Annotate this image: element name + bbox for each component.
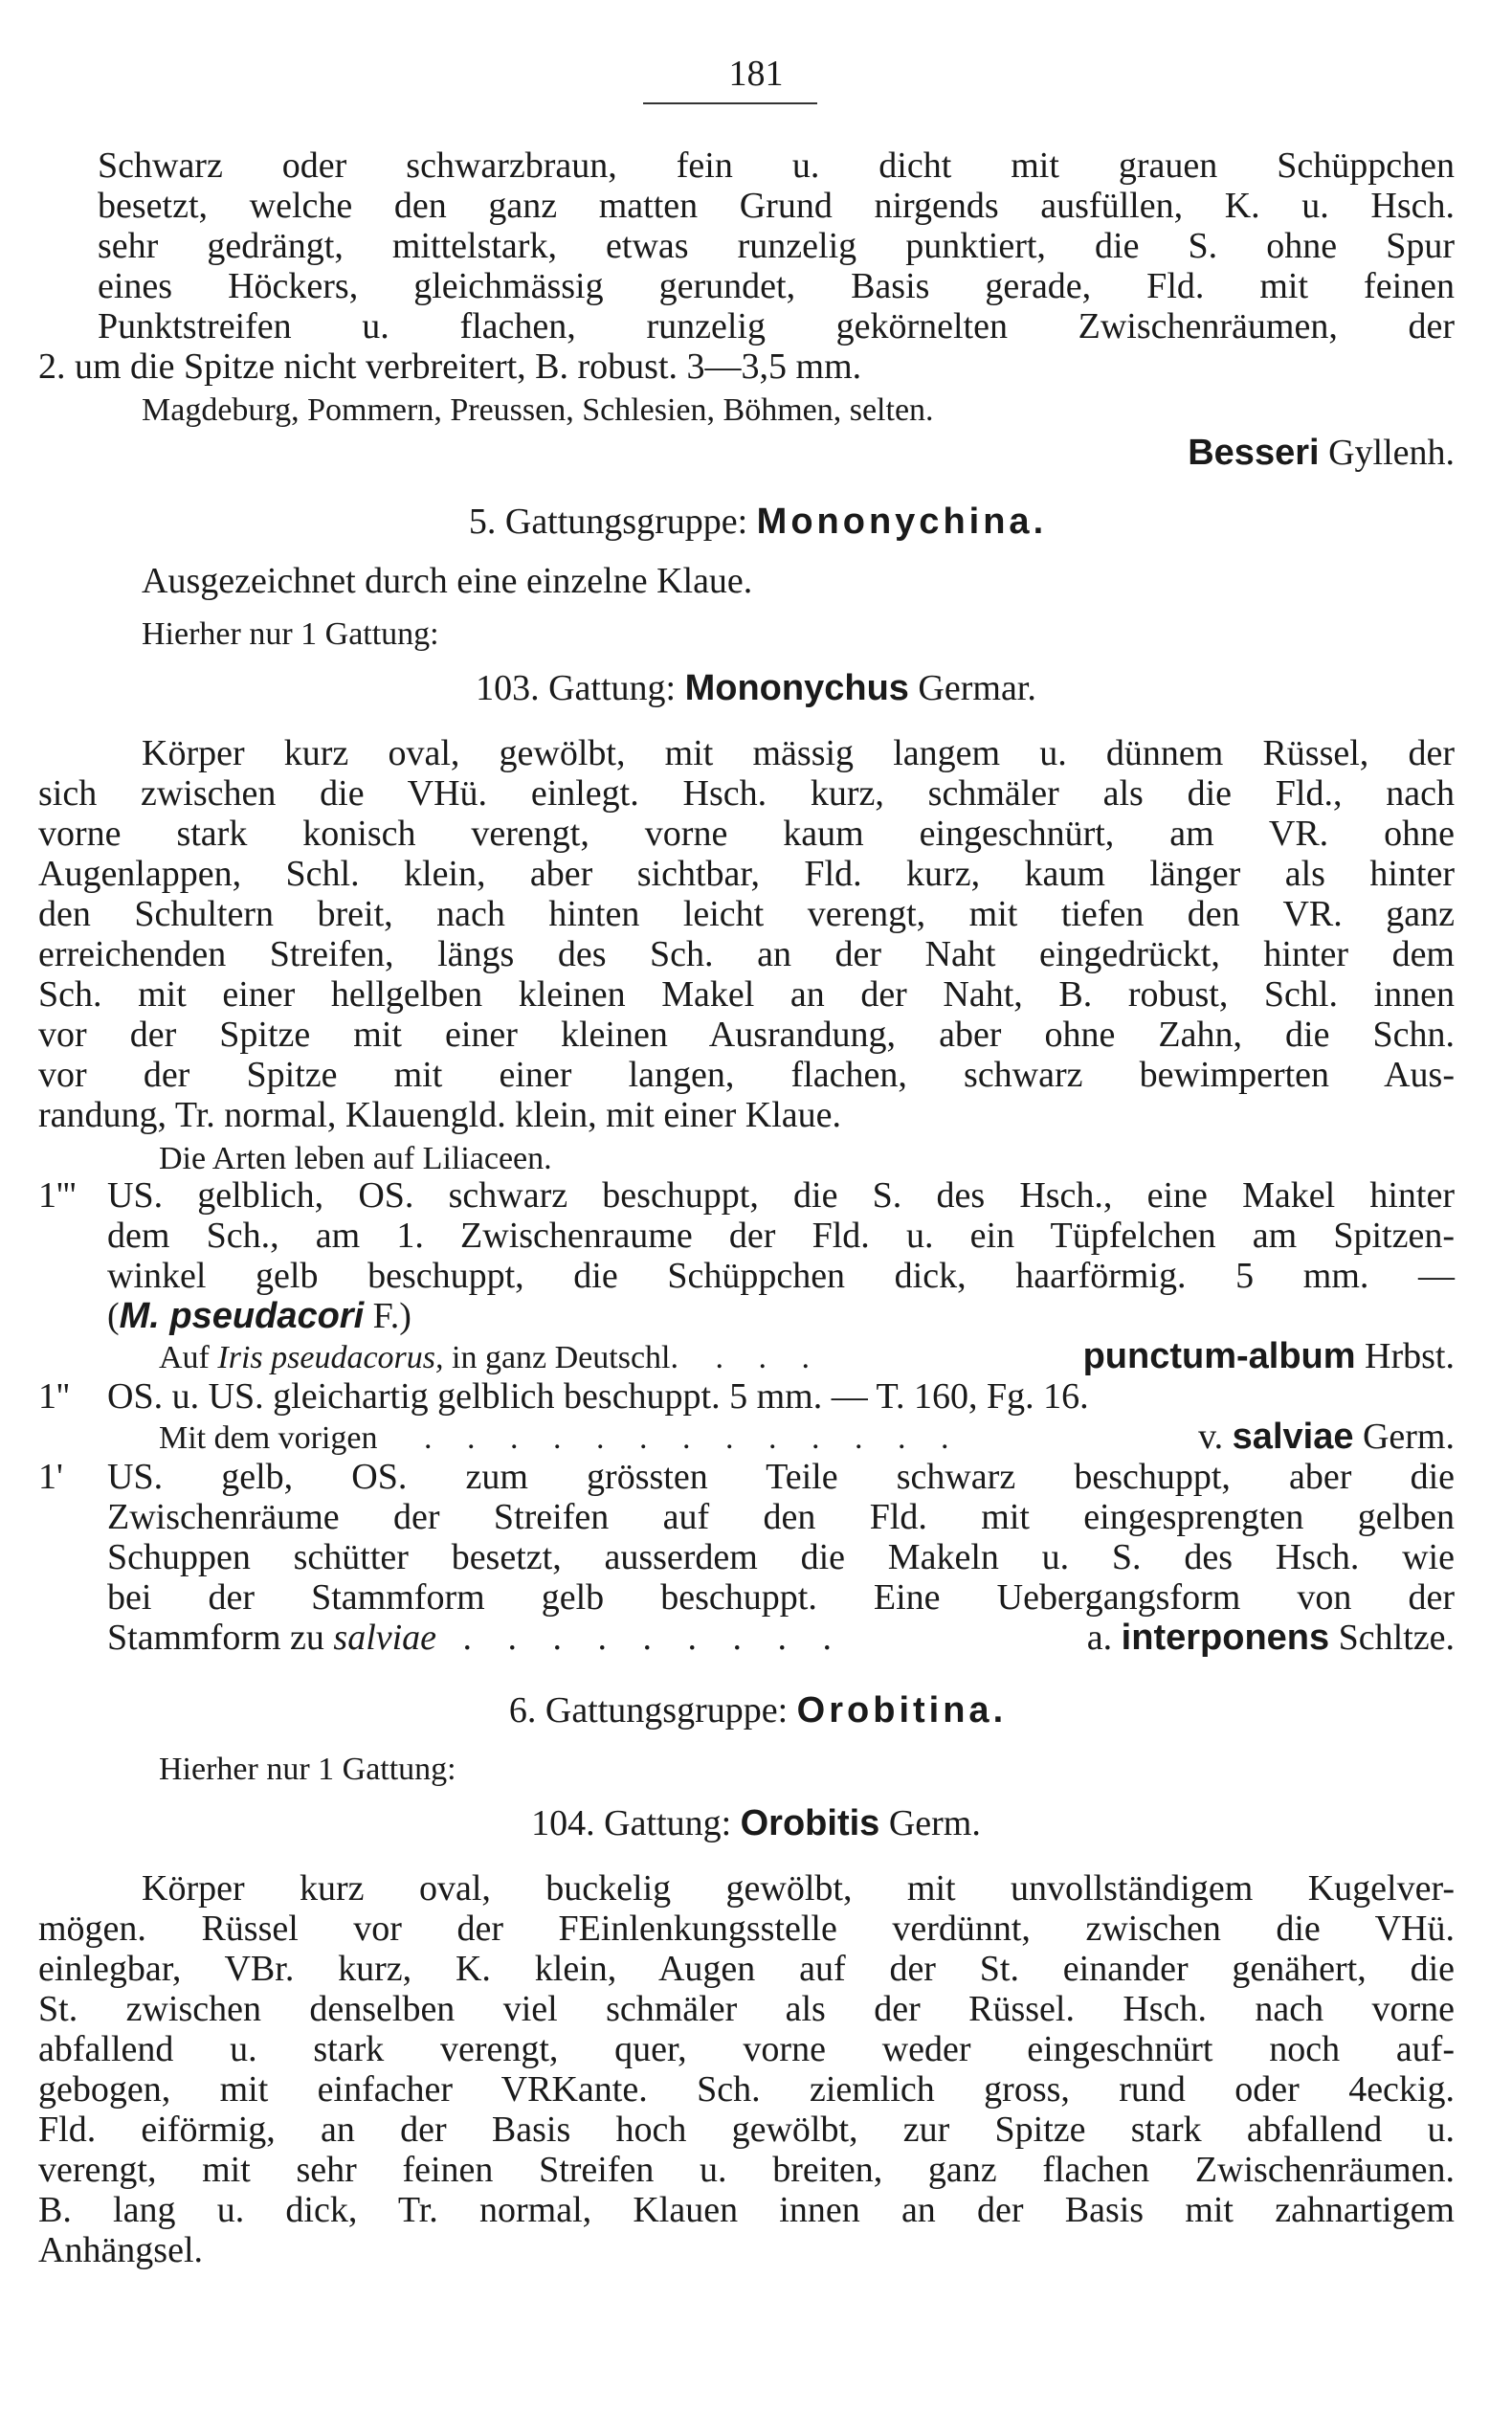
key-2-number: 1'' xyxy=(38,1376,70,1417)
synonym-open: ( xyxy=(107,1296,120,1336)
habitat-plant: Iris pseudacorus, xyxy=(217,1340,444,1375)
key-3-line-4: bei der Stammform gelb beschuppt. Eine Uebergangsform von der xyxy=(107,1577,1455,1618)
para2-line-3: vorne stark konisch verengt, vorne kaum eingeschnürt, am VR. ohne xyxy=(38,814,1455,854)
key-1-synonym xyxy=(107,1296,411,1336)
species-name: punctum-album xyxy=(1082,1336,1356,1376)
para2-line-2: sich zwischen die VHü. einlegt. Hsch. kurz, schmäler als die Fld., nach xyxy=(38,773,1455,814)
para2-line-6: erreichenden Streifen, längs des Sch. an der Naht eingedrückt, hinter dem xyxy=(38,934,1455,974)
para1-line-6: 2. um die Spitze nicht verbreitert, B. robust. 3—3,5 mm. xyxy=(38,346,862,387)
para3-line-10: Anhängsel. xyxy=(38,2230,204,2270)
key-3-line-1: US. gelb, OS. zum grössten Teile schwarz beschuppt, aber die xyxy=(107,1457,1455,1497)
synonym-name: M. pseudacori xyxy=(119,1296,365,1336)
key-1-number: 1''' xyxy=(38,1175,77,1216)
arten-note: Die Arten leben auf Liliaceen. xyxy=(159,1141,552,1176)
para3-line-4: St. zwischen denselben viel schmäler als der Rüssel. Hsch. nach vorne xyxy=(38,1989,1455,2029)
para1-line-1: Schwarz oder schwarzbraun, fein u. dicht mit grauen Schüppchen xyxy=(98,145,1455,186)
group-6-suffix: . xyxy=(992,1690,1004,1731)
genus-104-heading xyxy=(0,1803,1512,1843)
para1-line-3: sehr gedrängt, mittelstark, etwas runzelig punktiert, die S. ohne Spur xyxy=(98,226,1455,266)
habitat-prefix: Auf xyxy=(159,1340,218,1375)
group-5-description: Ausgezeichnet durch eine einzelne Klaue. xyxy=(142,561,753,601)
key-1-line-3: winkel gelb beschuppt, die Schüppchen dick, haarförmig. 5 mm. — xyxy=(107,1256,1455,1296)
para3-line-7: Fld. eiförmig, an der Basis hoch gewölbt, zur Spitze stark abfallend u. xyxy=(38,2110,1455,2150)
para3-line-3: einlegbar, VBr. kurz, K. klein, Augen auf der St. einander genähert, die xyxy=(38,1949,1455,1989)
habitat-note-1: Magdeburg, Pommern, Preussen, Schlesien, Böhmen, selten. xyxy=(142,392,934,428)
species-author: Germ. xyxy=(1362,1417,1455,1457)
key-1-habitat xyxy=(159,1338,823,1378)
species-author: Gyllenh. xyxy=(1328,433,1455,473)
habitat-suffix: in ganz Deutschl. xyxy=(443,1340,678,1375)
para1-line-2: besetzt, welche den ganz matten Grund nirgends ausfüllen, K. u. Hsch. xyxy=(98,186,1455,226)
species-author: Schltze. xyxy=(1338,1618,1455,1658)
leader-dots: . . . xyxy=(715,1340,823,1375)
genus-103-prefix: 103. Gattung: xyxy=(476,668,677,708)
key-3-line-3: Schuppen schütter besetzt, ausserdem die Makeln u. S. des Hsch. wie xyxy=(107,1537,1455,1577)
para3-line-1: Körper kurz oval, buckelig gewölbt, mit unvollständigem Kugelver- xyxy=(142,1868,1455,1909)
para2-line-5: den Schultern breit, nach hinten leicht verengt, mit tiefen den VR. ganz xyxy=(38,894,1455,934)
para2-line-7: Sch. mit einer hellgelben kleinen Makel an der Naht, B. robust, Schl. innen xyxy=(38,974,1455,1015)
group-5-suffix: . xyxy=(1033,502,1044,542)
para3-line-9: B. lang u. dick, Tr. normal, Klauen innen an der Basis mit zahnartigem xyxy=(38,2190,1455,2230)
para2-line-1: Körper kurz oval, gewölbt, mit mässig langem u. dünnem Rüssel, der xyxy=(142,733,1455,773)
genus-104-prefix: 104. Gattung: xyxy=(531,1803,732,1843)
group-5-note: Hierher nur 1 Gattung: xyxy=(142,616,439,652)
para2-line-9: vor der Spitze mit einer langen, flachen, schwarz bewimperten Aus- xyxy=(38,1055,1455,1095)
species-punctum-album xyxy=(1083,1336,1455,1376)
para2-line-8: vor der Spitze mit einer kleinen Ausrandung, aber ohne Zahn, die Schn. xyxy=(38,1015,1455,1055)
group-6-prefix: 6. Gattungsgruppe: xyxy=(508,1690,789,1731)
species-salviae xyxy=(1198,1417,1455,1457)
para2-line-10: randung, Tr. normal, Klauengld. klein, mit einer Klaue. xyxy=(38,1095,842,1135)
para3-line-2: mögen. Rüssel vor der FEinlenkungsstelle verdünnt, zwischen die VHü. xyxy=(38,1909,1455,1949)
species-interponens xyxy=(1087,1618,1455,1658)
group-5-name: Mononychina xyxy=(756,502,1034,542)
species-author: Hrbst. xyxy=(1365,1336,1455,1376)
last-italic: salviae xyxy=(333,1618,437,1658)
page-number: 181 xyxy=(728,54,784,94)
last-prefix: Stammform zu xyxy=(107,1618,334,1658)
key-3-number: 1' xyxy=(38,1457,63,1497)
species-name: salviae xyxy=(1232,1417,1354,1457)
genus-104-author: Germ. xyxy=(888,1803,981,1843)
species-name: interponens xyxy=(1121,1618,1330,1658)
key-3-line-5 xyxy=(107,1618,845,1658)
genus-104-name: Orobitis xyxy=(740,1803,880,1843)
header-rule xyxy=(643,102,817,104)
key-1-line-1: US. gelblich, OS. schwarz beschuppt, die S. des Hsch., eine Makel hinter xyxy=(107,1175,1455,1216)
leader-dots: . . . . . . . . . . . . . xyxy=(424,1420,963,1456)
key-1-line-2: dem Sch., am 1. Zwischenraume der Fld. u. ein Tüpfelchen am Spitzen- xyxy=(107,1216,1455,1256)
para3-line-6: gebogen, mit einfacher VRKante. Sch. ziemlich gross, rund oder 4eckig. xyxy=(38,2069,1455,2110)
group-6-note: Hierher nur 1 Gattung: xyxy=(159,1752,456,1787)
synonym-close: F.) xyxy=(364,1296,411,1336)
genus-103-author: Germar. xyxy=(918,668,1036,708)
species-name: Besseri xyxy=(1188,433,1320,473)
genus-103-name: Mononychus xyxy=(684,668,909,708)
species-prefix: a. xyxy=(1086,1618,1113,1658)
para1-line-4: eines Höckers, gleichmässig gerundet, Basis gerade, Fld. mit feinen xyxy=(98,266,1455,306)
group-6-heading xyxy=(0,1690,1512,1731)
habitat-text: Mit dem vorigen xyxy=(159,1420,378,1456)
key-2-line: OS. u. US. gleichartig gelblich beschuppt. 5 mm. — T. 160, Fg. 16. xyxy=(107,1376,1089,1417)
key-2-habitat xyxy=(159,1418,963,1459)
leader-dots: . . . . . . . . . xyxy=(462,1618,846,1658)
genus-103-heading xyxy=(0,668,1512,708)
species-besseri xyxy=(1188,433,1455,473)
key-3-line-2: Zwischenräume der Streifen auf den Fld. mit eingesprengten gelben xyxy=(107,1497,1455,1537)
para2-line-4: Augenlappen, Schl. klein, aber sichtbar, Fld. kurz, kaum länger als hinter xyxy=(38,854,1455,894)
group-6-name: Orobitina xyxy=(796,1690,993,1731)
para3-line-5: abfallend u. stark verengt, quer, vorne weder eingeschnürt noch auf- xyxy=(38,2029,1455,2069)
group-5-prefix: 5. Gattungsgruppe: xyxy=(468,502,748,542)
group-5-heading xyxy=(0,502,1512,542)
para1-line-5: Punktstreifen u. flachen, runzelig gekörnelten Zwischenräumen, der xyxy=(98,306,1455,346)
para3-line-8: verengt, mit sehr feinen Streifen u. breiten, ganz flachen Zwischenräumen. xyxy=(38,2150,1455,2190)
species-prefix: v. xyxy=(1198,1417,1224,1457)
